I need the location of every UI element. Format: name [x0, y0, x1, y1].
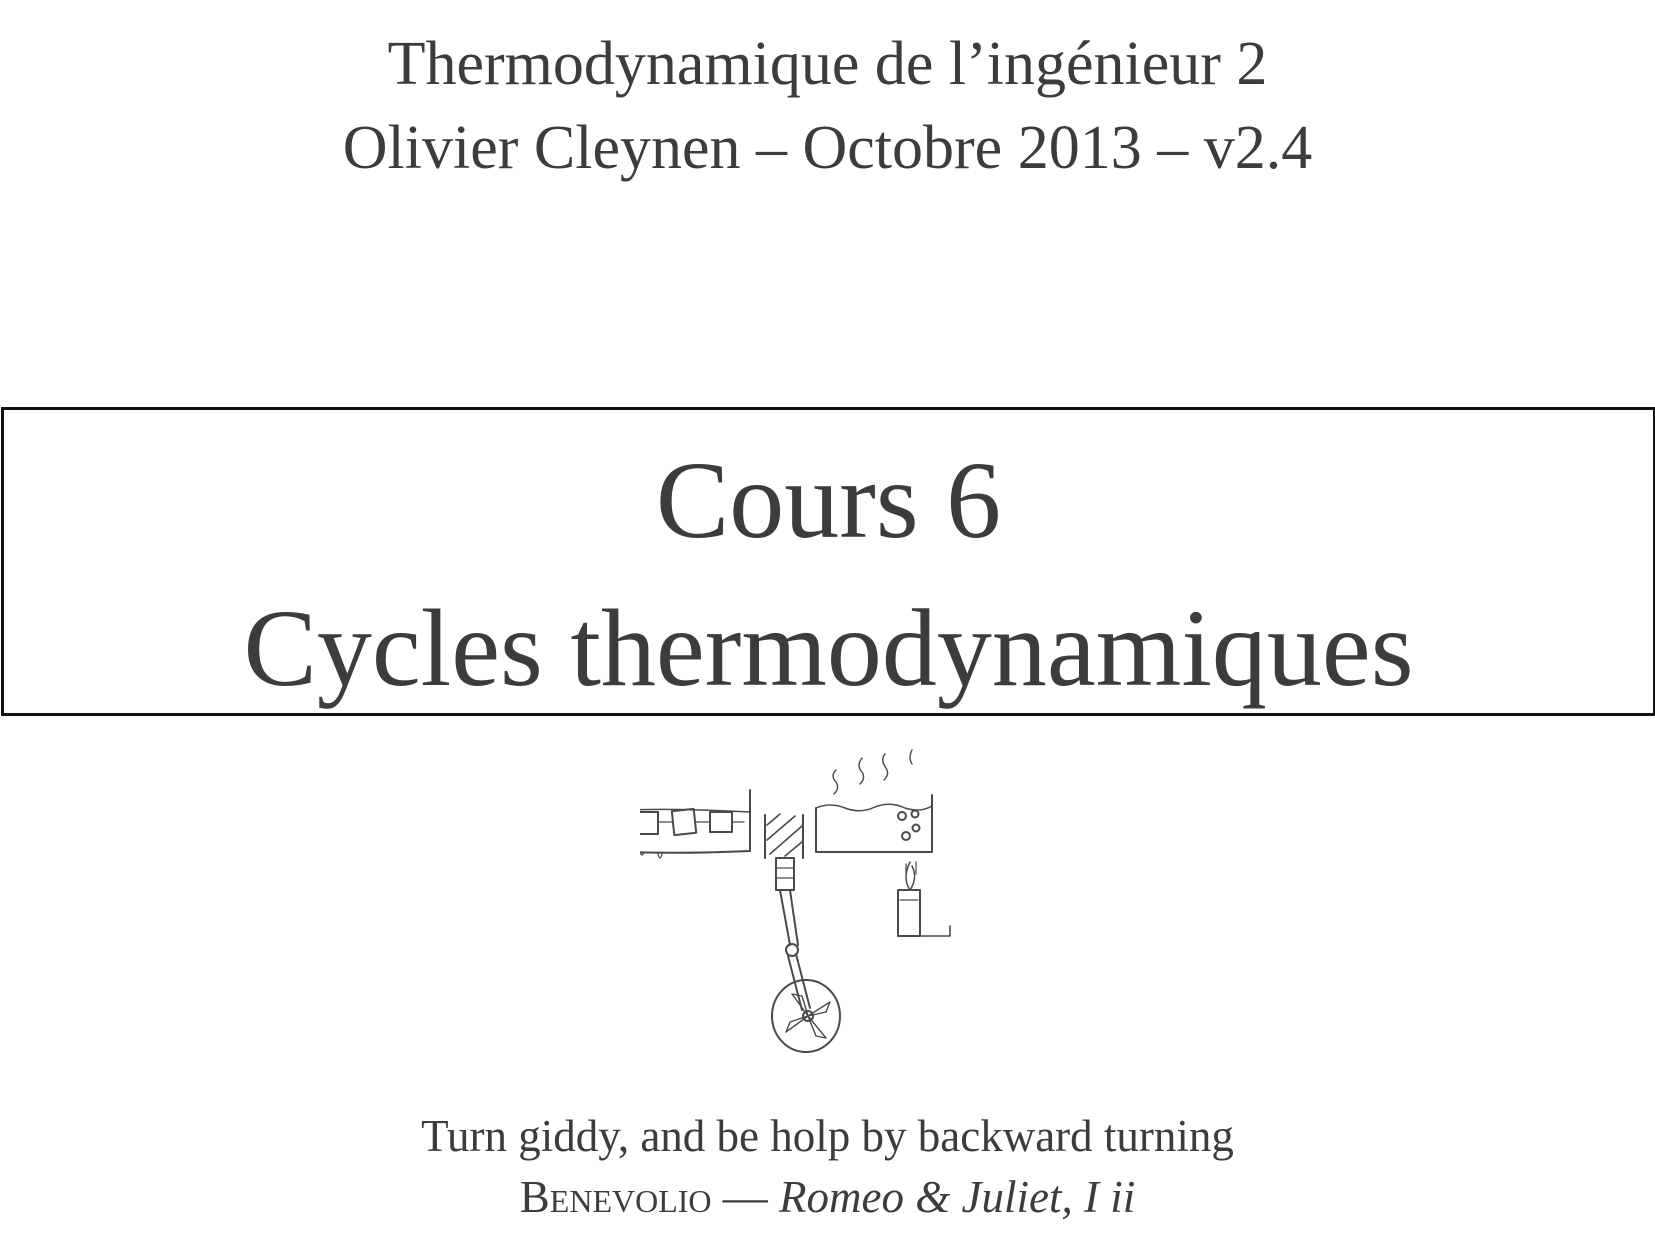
author-date-version: Olivier Cleynen – Octobre 2013 – v2.4 — [342, 114, 1313, 182]
epigraph-work: Romeo & Juliet, I ii — [779, 1172, 1136, 1222]
crank-mechanism — [772, 890, 840, 1052]
course-title: Thermodynamique de l’ingénieur 2 — [387, 30, 1268, 98]
burner-flame — [898, 862, 950, 936]
hot-reservoir — [816, 750, 932, 852]
epigraph-quote: Turn giddy, and be holp by backward turning — [421, 1111, 1234, 1161]
chapter-title-box — [1, 407, 1655, 716]
heat-engine-sketch-icon — [640, 740, 1020, 1080]
document-header — [0, 22, 1655, 190]
cold-reservoir — [640, 790, 750, 858]
chapter-number: Cours 6 — [655, 439, 1002, 561]
chapter-title: Cycles thermodynamiques — [243, 587, 1414, 709]
epigraph-attribution — [0, 1167, 1655, 1227]
epigraph-speaker: Benevolio — [519, 1172, 712, 1222]
cylinder — [765, 814, 803, 890]
epigraph-separator: — — [711, 1172, 780, 1222]
